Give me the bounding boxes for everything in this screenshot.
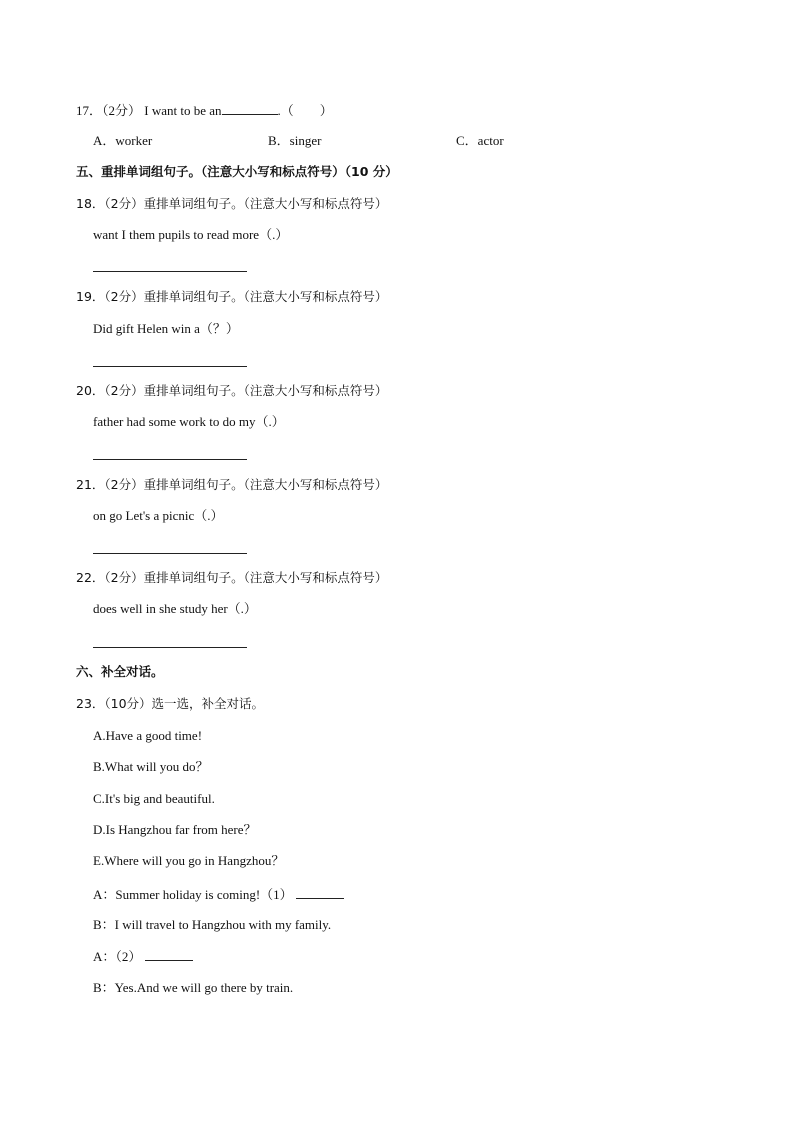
dialogue-text: A：（2）: [93, 949, 142, 964]
dialogue-line-3: [93, 948, 193, 965]
section-5-title: 五、重排单词组句子。（注意大小写和标点符号）（10 分）: [76, 164, 398, 179]
question-21-words: on go Let's a picnic（.）: [93, 508, 224, 523]
question-17-text: 17．（2分） I want to be an: [76, 103, 222, 118]
question-19-words: Did gift Helen win a（？）: [93, 321, 239, 336]
question-20-words: father had some work to do my（.）: [93, 414, 285, 429]
dialogue-line-1: [93, 886, 344, 903]
question-20-stem: 20．（2分）重排单词组句子。（注意大小写和标点符号）: [76, 383, 388, 398]
question-18-stem: 18．（2分）重排单词组句子。（注意大小写和标点符号）: [76, 196, 388, 211]
answer-line-21[interactable]: [93, 553, 247, 554]
question-18-words: want I them pupils to read more（.）: [93, 227, 289, 242]
option-c: C．actor: [456, 133, 504, 148]
question-22-words: does well in she study her（.）: [93, 601, 257, 616]
question-23-stem: 23．（10分）选一选，补全对话。: [76, 696, 265, 711]
choice-d: D.Is Hangzhou far from here？: [93, 822, 257, 837]
section-6-title: 六、补全对话。: [76, 664, 164, 679]
answer-blank[interactable]: [222, 102, 278, 115]
choice-c: C.It's big and beautiful.: [93, 791, 215, 806]
answer-line-22[interactable]: [93, 647, 247, 648]
option-b: B．singer: [268, 133, 322, 148]
choice-e: E.Where will you go in Hangzhou？: [93, 853, 285, 868]
question-17: [76, 102, 333, 119]
question-19-stem: 19．（2分）重排单词组句子。（注意大小写和标点符号）: [76, 289, 388, 304]
question-21-stem: 21．（2分）重排单词组句子。（注意大小写和标点符号）: [76, 477, 388, 492]
dialogue-blank-1[interactable]: [296, 886, 344, 899]
option-a: A．worker: [93, 133, 153, 148]
question-22-stem: 22．（2分）重排单词组句子。（注意大小写和标点符号）: [76, 570, 388, 585]
dialogue-blank-2[interactable]: [145, 948, 193, 961]
choice-b: B.What will you do？: [93, 759, 209, 774]
question-17-suffix: .（ ）: [277, 103, 333, 118]
answer-line-20[interactable]: [93, 459, 247, 460]
answer-line-19[interactable]: [93, 366, 247, 367]
dialogue-line-4: B：Yes.And we will go there by train.: [93, 980, 294, 995]
dialogue-line-2: B：I will travel to Hangzhou with my family.: [93, 917, 332, 932]
dialogue-text: A：Summer holiday is coming!（1）: [93, 887, 293, 902]
choice-a: A.Have a good time!: [93, 728, 203, 743]
answer-line-18[interactable]: [93, 271, 247, 272]
